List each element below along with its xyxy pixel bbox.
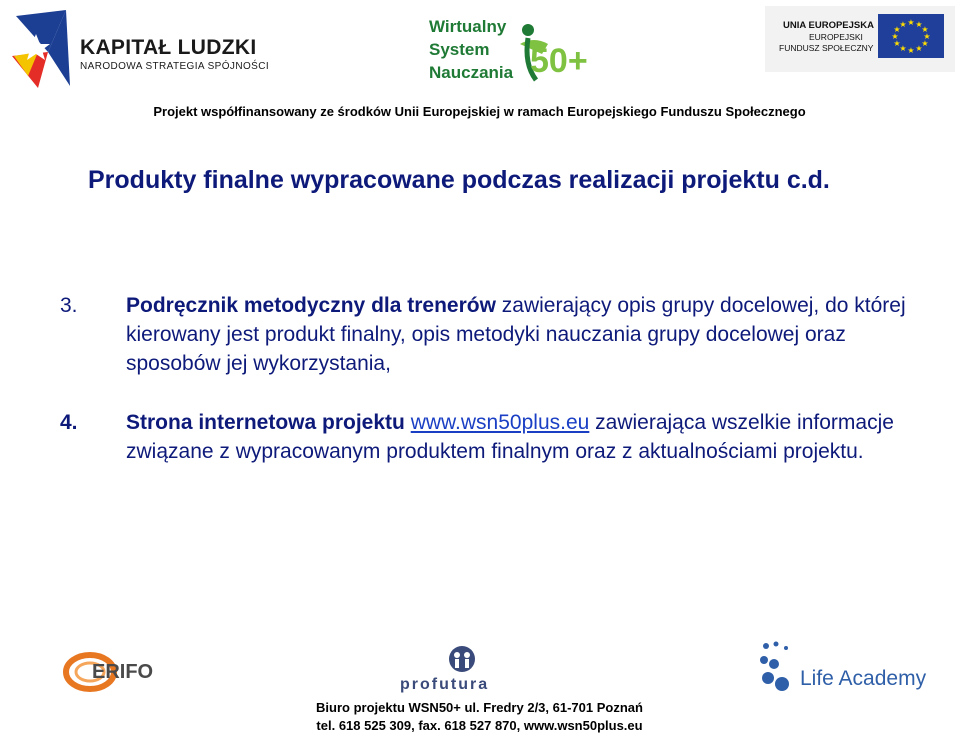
svg-text:★: ★ [907, 46, 915, 55]
list-item-heading: Podręcznik metodyczny dla trenerów [126, 294, 496, 317]
page-title: Produkty finalne wypracowane podczas realizacji projektu c.d. [88, 166, 830, 194]
eu-logo [765, 6, 955, 72]
erifo-logo [62, 648, 170, 696]
wsn-logo [426, 14, 596, 84]
wsn-word-2: System [429, 40, 490, 59]
list-item-number: 4. [60, 411, 78, 434]
erifo-text: ERIFO [92, 661, 154, 683]
svg-text:★: ★ [907, 18, 915, 27]
wsn-word-1: Wirtualny [429, 17, 507, 36]
life-academy-logo [758, 640, 948, 702]
profutura-emblem-icon [442, 644, 482, 674]
kapital-ludzki-title: KAPITAŁ LUDZKI [80, 36, 257, 59]
list-item-3 [60, 291, 930, 378]
svg-text:★: ★ [899, 44, 907, 53]
life-academy-text: Life Academy [800, 667, 927, 690]
svg-text:★: ★ [891, 32, 899, 41]
cofinancing-statement: Projekt współfinansowany ze środków Unii Europejskiej w ramach Europejskiego Funduszu Społecznego [153, 104, 806, 119]
wsn-badge: 50+ [530, 42, 588, 80]
kapital-ludzki-logo [8, 6, 270, 96]
svg-text:★: ★ [899, 20, 907, 29]
svg-text:★: ★ [893, 39, 901, 48]
list-item-text: zawierający opis grupy docelowej, do której kierowany jest produkt finalny, opis metodyki nauczania grupy docelowej oraz sposobów jej wykorzystania, [126, 294, 906, 375]
footer-contact: tel. 618 525 309, fax. 618 527 870, www.wsn50plus.eu [316, 718, 643, 733]
svg-text:★: ★ [915, 20, 923, 29]
wsn-word-3: Nauczania [429, 63, 514, 82]
svg-text:★: ★ [921, 39, 929, 48]
list-item-number: 3. [60, 294, 78, 317]
list-item-heading: Strona internetowa projektu [126, 411, 405, 434]
list-item-4 [60, 408, 930, 466]
list-item-text: zawierająca wszelkie informacje związane z wypracowanym produktem finalnym oraz z aktualnościami projektu. [126, 411, 894, 463]
svg-text:★: ★ [893, 25, 901, 34]
svg-text:★: ★ [915, 44, 923, 53]
svg-text:★: ★ [921, 25, 929, 34]
footer-address: Biuro projektu WSN50+ ul. Fredry 2/3, 61-701 Poznań [316, 700, 643, 715]
kapital-ludzki-emblem-icon [8, 6, 78, 92]
eu-line-2: EUROPEJSKI [809, 32, 863, 42]
eu-line-1: UNIA EUROPEJSKA [783, 20, 874, 31]
kapital-ludzki-subtitle: NARODOWA STRATEGIA SPÓJNOŚCI [80, 61, 270, 72]
svg-text:★: ★ [923, 32, 931, 41]
eu-line-3: FUNDUSZ SPOŁECZNY [779, 43, 874, 53]
profutura-text: profutura [400, 676, 490, 693]
eu-flag-icon [878, 14, 944, 58]
project-website-link[interactable]: www.wsn50plus.eu [410, 411, 590, 434]
life-academy-dots-icon [758, 640, 802, 702]
profutura-logo [392, 644, 532, 700]
